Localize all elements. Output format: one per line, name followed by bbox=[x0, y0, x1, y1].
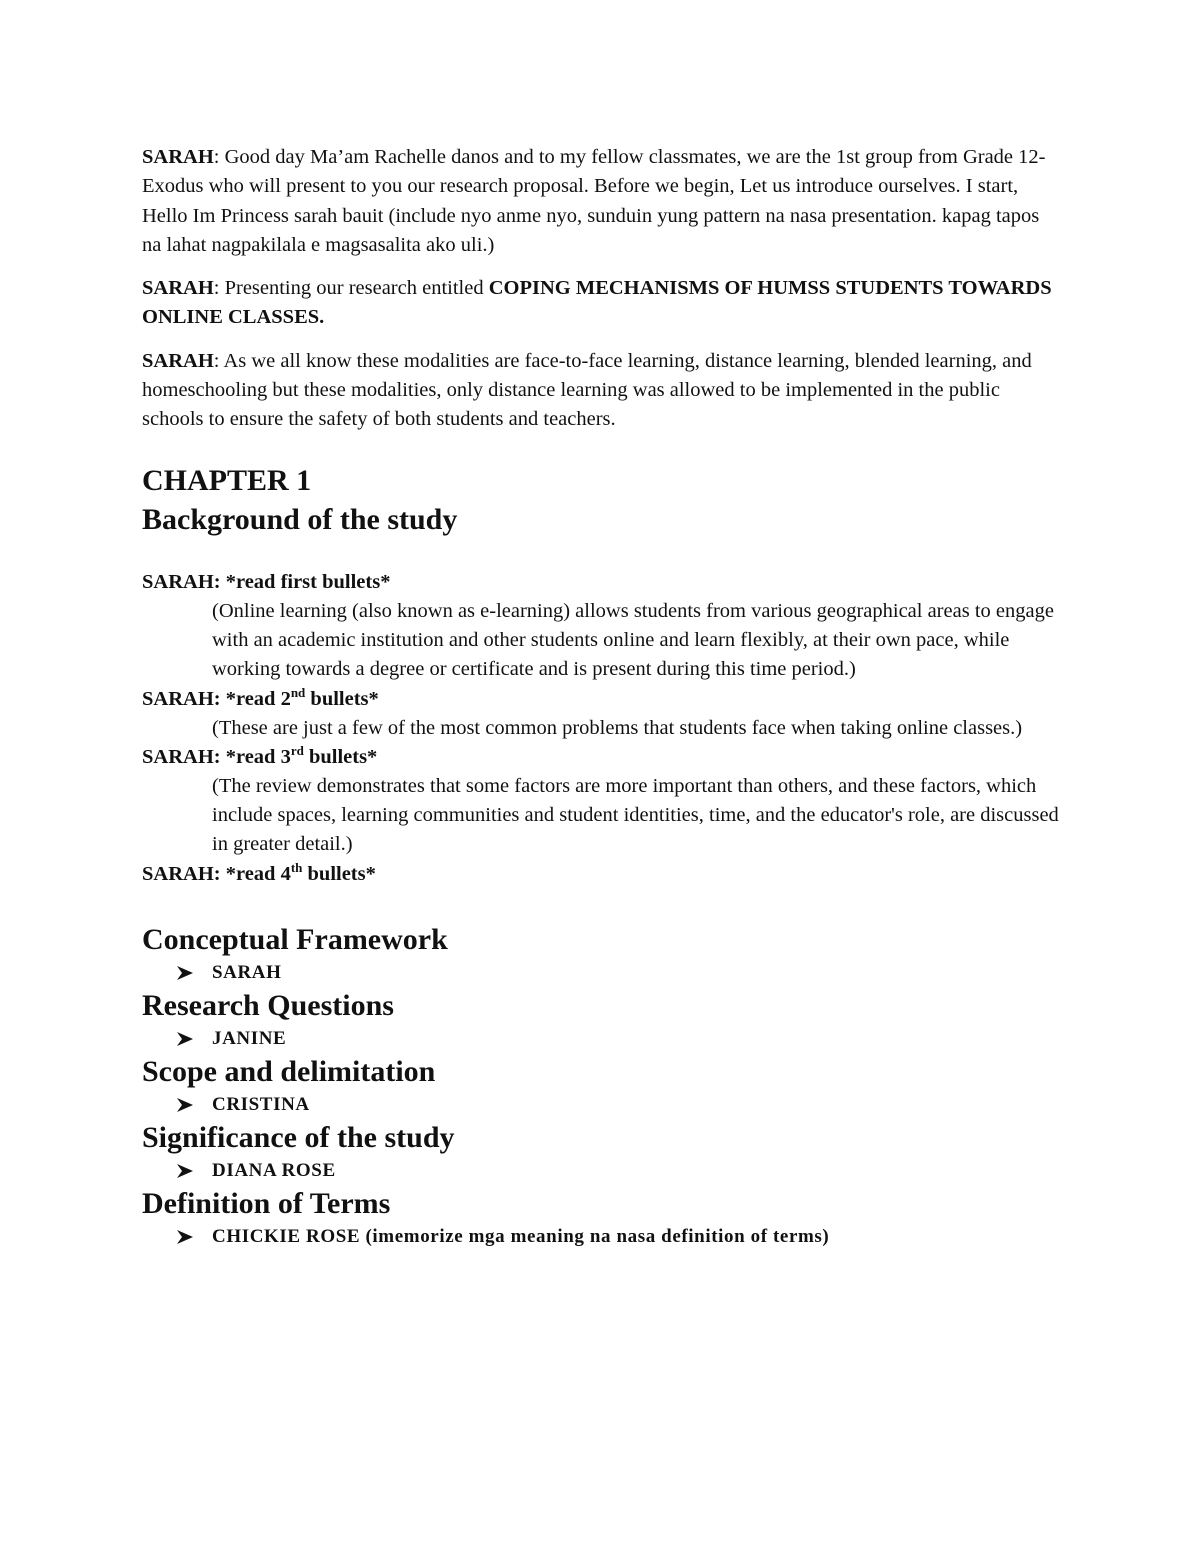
assignee-name: CRISTINA bbox=[212, 1093, 310, 1115]
speaker-name: SARAH bbox=[142, 277, 214, 300]
section-assignment-list bbox=[142, 921, 1062, 1251]
arrowhead-bullet-icon bbox=[176, 1031, 194, 1047]
section-heading: Significance of the study bbox=[142, 1120, 455, 1154]
assignee-bullet bbox=[142, 1223, 1062, 1251]
instruction-text-end: bullets* bbox=[303, 745, 378, 768]
bullet-instruction bbox=[142, 743, 1062, 772]
arrowhead-bullet-icon bbox=[176, 1163, 194, 1179]
intro-paragraph-3 bbox=[142, 347, 1062, 435]
bullet-body-text: (Online learning (also known as e-learning) allows students from various geographical areas to engage with an academic institution and other students online and learn flexibly, at their own pace, while working towards a degree or certificate and is present during this time period.) bbox=[212, 599, 1054, 681]
paragraph-text: : Good day Ma’am Rachelle danos and to my fellow classmates, we are the 1st group from Grade 12-Exodus who will present to you our research proposal. Before we begin, Let us introduce ourselves. I start, Hello Im Princess sarah bauit (include nyo anme nyo, sunduin yung pattern na nasa presentation. kapag tapos na lahat nagpakilala e magsasalita ako uli.) bbox=[142, 146, 1046, 256]
instruction-text: SARAH: *read first bullets* bbox=[142, 570, 391, 593]
chapter-title: CHAPTER 1 bbox=[142, 463, 312, 497]
instruction-text-end: bullets* bbox=[305, 687, 379, 710]
speaker-name: SARAH bbox=[142, 146, 214, 168]
speaker-name: SARAH bbox=[142, 349, 214, 372]
chapter-subtitle: Background of the study bbox=[142, 502, 458, 536]
section-item bbox=[142, 1053, 1062, 1119]
research-title: COPING MECHANISMS OF HUMSS STUDENTS TOWARDS ONLINE CLASSES. bbox=[142, 277, 1052, 329]
bullet-instruction bbox=[142, 860, 1062, 889]
section-item bbox=[142, 1119, 1062, 1185]
bullet-script-item bbox=[142, 685, 1062, 743]
chapter-heading-block bbox=[142, 461, 1062, 539]
document-page bbox=[142, 143, 1062, 1251]
section-item bbox=[142, 1185, 1062, 1251]
ordinal-suffix: nd bbox=[290, 684, 306, 700]
section-heading: Definition of Terms bbox=[142, 1186, 391, 1220]
assignee-name: CHICKIE ROSE (imemorize mga meaning na nasa definition of terms) bbox=[212, 1225, 830, 1247]
instruction-text: SARAH: *read 3 bbox=[142, 745, 291, 768]
assignee-name: JANINE bbox=[212, 1027, 287, 1049]
arrowhead-bullet-icon bbox=[176, 965, 194, 981]
arrowhead-bullet-icon bbox=[176, 1229, 194, 1245]
assignee-name: DIANA ROSE bbox=[212, 1159, 336, 1181]
instruction-text: SARAH: *read 2 bbox=[142, 687, 291, 710]
assignee-bullet bbox=[142, 1091, 1062, 1119]
bullet-script-item bbox=[142, 860, 1062, 889]
bullet-instruction bbox=[142, 685, 1062, 714]
section-heading: Conceptual Framework bbox=[142, 922, 448, 956]
intro-paragraph-2 bbox=[142, 274, 1062, 333]
section-heading: Research Questions bbox=[142, 988, 394, 1022]
assignee-bullet bbox=[142, 1025, 1062, 1053]
instruction-text: SARAH: *read 4 bbox=[142, 862, 291, 885]
ordinal-suffix: rd bbox=[290, 743, 304, 759]
assignee-bullet bbox=[142, 1157, 1062, 1185]
bullet-body-text: (These are just a few of the most common problems that students face when taking online classes.) bbox=[212, 716, 1023, 739]
paragraph-text: : Presenting our research entitled bbox=[213, 277, 489, 300]
section-item bbox=[142, 987, 1062, 1053]
assignee-name: SARAH bbox=[212, 961, 282, 983]
bullet-instruction bbox=[142, 568, 1062, 597]
paragraph-text: : As we all know these modalities are face-to-face learning, distance learning, blended learning, and homeschooling but these modalities, only distance learning was allowed to be implemented in the public schools to ensure the safety of both students and teachers. bbox=[142, 349, 1032, 431]
bullet-script-item bbox=[142, 743, 1062, 860]
arrowhead-bullet-icon bbox=[176, 1097, 194, 1113]
intro-paragraph-1 bbox=[142, 143, 1062, 260]
bullet-script-item bbox=[142, 568, 1062, 685]
bullet-body-text: (The review demonstrates that some factors are more important than others, and these factors, which include spaces, learning communities and student identities, time, and the educator's role, are discussed in greater detail.) bbox=[212, 774, 1059, 856]
bullet-script-list bbox=[142, 568, 1062, 889]
ordinal-suffix: th bbox=[290, 859, 303, 875]
instruction-text-end: bullets* bbox=[302, 862, 376, 885]
assignee-bullet bbox=[142, 959, 1062, 987]
section-heading: Scope and delimitation bbox=[142, 1054, 436, 1088]
section-item bbox=[142, 921, 1062, 987]
